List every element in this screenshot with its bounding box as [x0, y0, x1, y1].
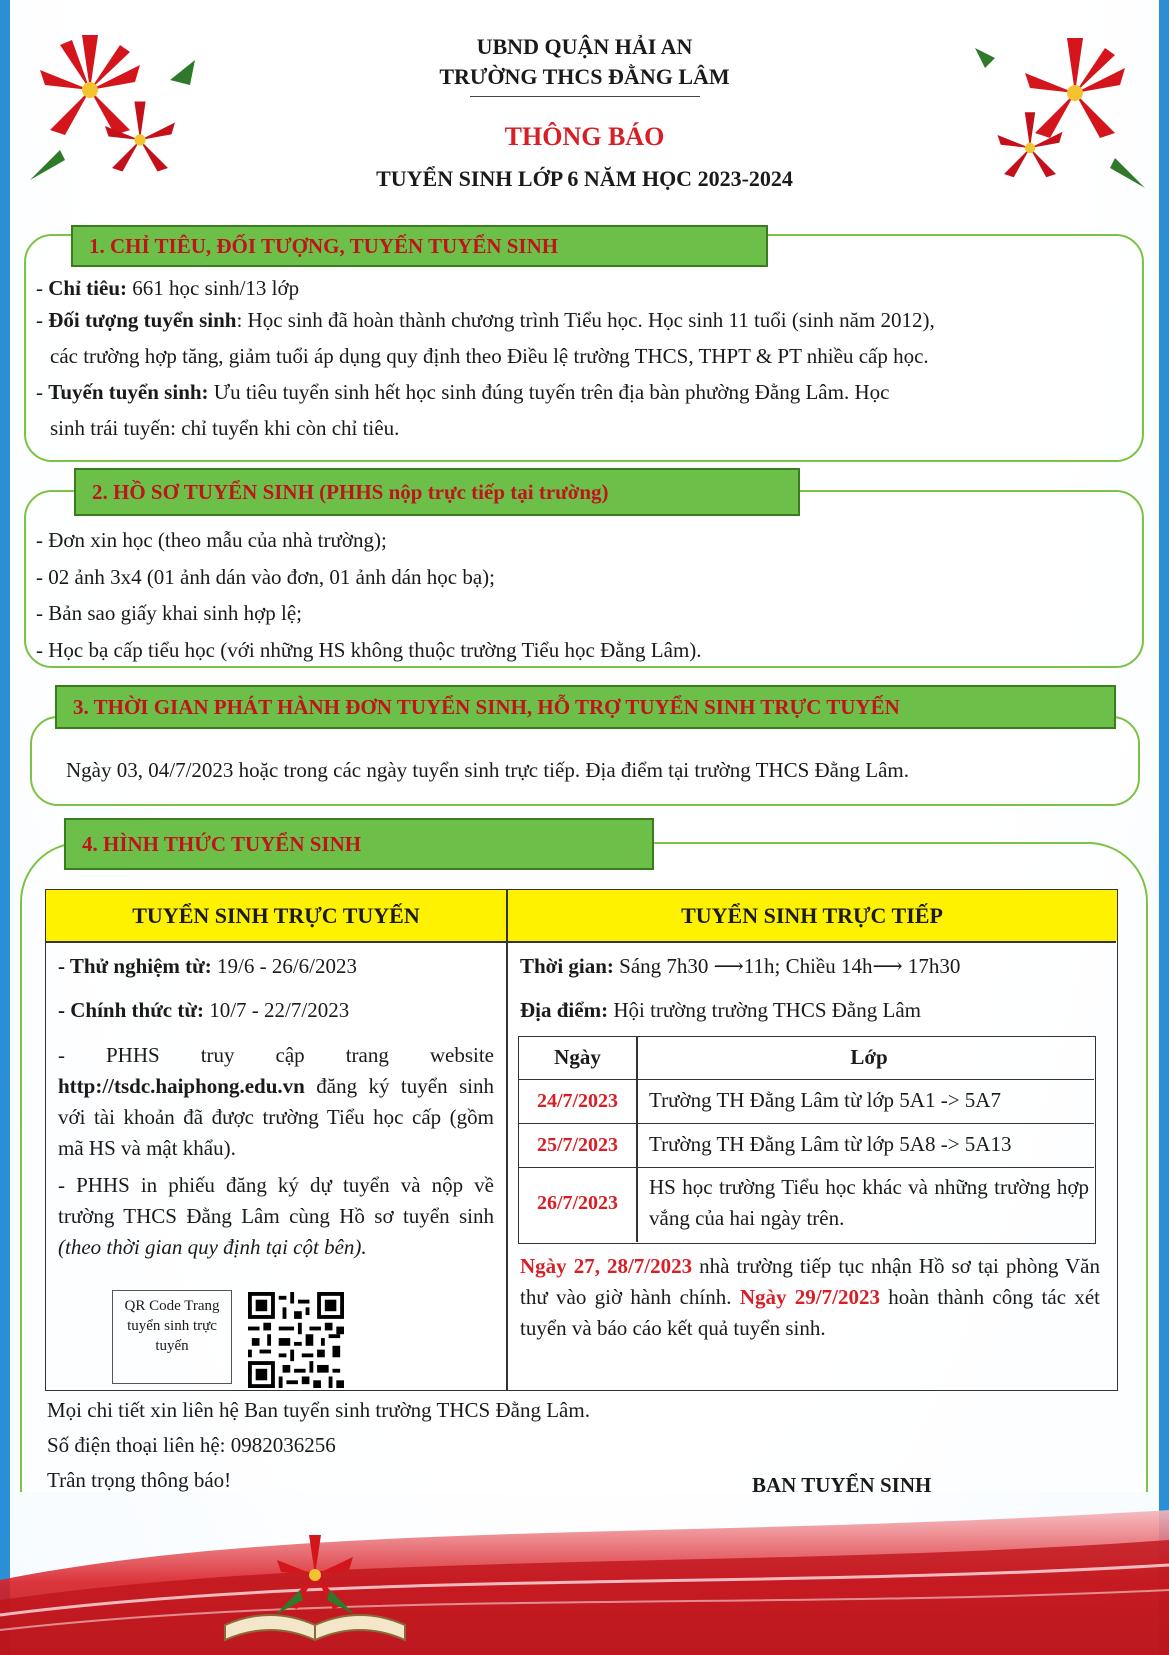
- note-text-1: nhà trường tiếp tục nhận Hồ sơ tại phòng Văn thư vào giờ hành chính.: [520, 1254, 1101, 1309]
- section3-heading: 3. THỜI GIAN PHÁT HÀNH ĐƠN TUYỂN SINH, HỖ TRỢ TUYỂN SINH TRỰC TUYẾN: [55, 685, 1116, 729]
- chi-tieu-value: 661 học sinh/13 lớp: [127, 276, 300, 300]
- p1-prefix: - PHHS truy cập trang website: [58, 1043, 494, 1067]
- schedule-table: [518, 1036, 1096, 1244]
- time-value: Sáng 7h30 ⟶11h; Chiều 14h⟶ 17h30: [613, 954, 961, 978]
- header-divider: [470, 96, 700, 97]
- chi-tieu-line: - Chỉ tiêu: 661 học sinh/13 lớp: [36, 276, 300, 300]
- time-label: Thời gian:: [520, 954, 614, 978]
- schedule-row: [519, 1123, 1094, 1168]
- open-book-icon: [215, 1520, 415, 1650]
- p2-italic: (theo thời gian quy định tại cột bên).: [58, 1235, 367, 1259]
- row-date: 25/7/2023: [536, 1134, 619, 1156]
- column-divider: [506, 890, 508, 1390]
- doc-item-3: - Bản sao giấy khai sinh hợp lệ;: [36, 601, 302, 625]
- phone-line: Số điện thoại liên hệ: 0982036256: [47, 1433, 336, 1457]
- page-subtitle: TUYỂN SINH LỚP 6 NĂM HỌC 2023-2024: [376, 166, 793, 191]
- doi-tuong-line-2: các trường hợp tăng, giảm tuổi áp dụng quy định theo Điều lệ trường THCS, THPT & PT nhiều cấp học.: [50, 344, 929, 368]
- signature: BAN TUYỂN SINH: [752, 1473, 932, 1497]
- direct-header: TUYỂN SINH TRỰC TIẾP: [507, 890, 1117, 941]
- trial-label: - Thử nghiệm từ:: [58, 954, 212, 978]
- online-paragraph-2: [58, 1170, 494, 1263]
- row-class: Trường TH Đằng Lâm từ lớp 5A1 -> 5A7: [649, 1088, 1001, 1112]
- official-label: - Chính thức từ:: [58, 998, 204, 1022]
- tuyen-line: - Tuyến tuyển sinh: Ưu tiêu tuyển sinh hết học sinh đúng tuyến trên địa bàn phường Đằng Lâm. Học: [36, 380, 890, 404]
- row-class: HS học trường Tiểu học khác và những trường hợp vắng của hai ngày trên.: [649, 1175, 1089, 1230]
- chi-tieu-label: Chỉ tiêu:: [48, 276, 127, 300]
- tuyen-value: Ưu tiêu tuyển sinh hết học sinh đúng tuyến trên địa bàn phường Đằng Lâm. Học: [208, 380, 890, 404]
- page-title: THÔNG BÁO: [504, 122, 665, 151]
- qr-label: QR Code Trang tuyển sinh trực tuyến: [112, 1290, 232, 1384]
- time-line: [520, 954, 960, 979]
- doc-item-1: - Đơn xin học (theo mẫu của nhà trường);: [36, 528, 387, 552]
- section1-heading: 1. CHỈ TIÊU, ĐỐI TƯỢNG, TUYẾN TUYỂN SINH: [71, 225, 768, 267]
- place-value: Hội trường trường THCS Đằng Lâm: [608, 998, 921, 1022]
- online-paragraph-1: [58, 1040, 494, 1164]
- row-date: 24/7/2023: [536, 1090, 619, 1112]
- trial-line: [58, 954, 357, 979]
- row-date: 26/7/2023: [536, 1192, 619, 1214]
- section3-text: Ngày 03, 04/7/2023 hoặc trong các ngày tuyển sinh trực tiếp. Địa điểm tại trường THCS Đằng Lâm.: [66, 758, 909, 782]
- org-line-2: TRƯỜNG THCS ĐẰNG LÂM: [439, 64, 730, 89]
- note-date-1: Ngày 27, 28/7/2023: [520, 1254, 693, 1278]
- header-divider-row: [46, 941, 1116, 943]
- website-link[interactable]: http://tsdc.haiphong.edu.vn: [58, 1074, 305, 1098]
- section2-heading: 2. HỒ SƠ TUYỂN SINH (PHHS nộp trực tiếp tại trường): [74, 468, 800, 516]
- qr-code-icon[interactable]: [248, 1292, 344, 1388]
- official-value: 10/7 - 22/7/2023: [203, 998, 350, 1022]
- doi-tuong-line: - Đối tượng tuyển sinh: Học sinh đã hoàn thành chương trình Tiểu học. Học sinh 11 tuổi (sinh năm 2012),: [36, 308, 935, 332]
- online-header: TUYỂN SINH TRỰC TUYẾN: [46, 890, 506, 941]
- direct-note: [520, 1251, 1100, 1344]
- tuyen-label: Tuyến tuyển sinh:: [48, 380, 209, 404]
- row-class: Trường TH Đằng Lâm từ lớp 5A8 -> 5A13: [649, 1132, 1012, 1156]
- section4-heading: 4. HÌNH THỨC TUYỂN SINH: [64, 818, 654, 870]
- place-label: Địa điểm:: [520, 998, 609, 1022]
- doc-item-4: - Học bạ cấp tiểu học (với những HS không thuộc trường Tiểu học Đằng Lâm).: [36, 638, 702, 662]
- doi-tuong-value: : Học sinh đã hoàn thành chương trình Tiểu học. Học sinh 11 tuổi (sinh năm 2012),: [236, 308, 935, 332]
- schedule-row: [519, 1167, 1094, 1244]
- p1-rest: đăng ký tuyển sinh với tài khoản đã được trường Tiểu học cấp (gồm mã HS và mật khẩu).: [58, 1074, 494, 1160]
- note-text-2: hoàn thành công tác xét tuyển và báo cáo kết quả tuyển sinh.: [520, 1285, 1100, 1340]
- closing-line: Trân trọng thông báo!: [47, 1468, 232, 1492]
- org-line-1: UBND QUẬN HẢI AN: [476, 34, 693, 59]
- trial-value: 19/6 - 26/6/2023: [211, 954, 357, 978]
- admission-table: [45, 889, 1118, 1391]
- footer-decoration: [0, 1480, 1169, 1655]
- contact-line: Mọi chi tiết xin liên hệ Ban tuyển sinh trường THCS Đằng Lâm.: [47, 1398, 590, 1422]
- col-class-header: Lớp: [850, 1045, 888, 1069]
- schedule-row: [519, 1079, 1094, 1124]
- official-line: [58, 998, 349, 1023]
- doi-tuong-label: Đối tượng tuyển sinh: [48, 308, 237, 332]
- doc-item-2: - 02 ảnh 3x4 (01 ảnh dán vào đơn, 01 ảnh dán học bạ);: [36, 565, 495, 589]
- place-line: [520, 998, 921, 1023]
- tuyen-line-2: sinh trái tuyến: chỉ tuyển khi còn chỉ tiêu.: [50, 416, 400, 440]
- note-date-2: Ngày 29/7/2023: [739, 1285, 880, 1309]
- col-date-header: Ngày: [554, 1045, 601, 1069]
- p2-text: - PHHS in phiếu đăng ký dự tuyển và nộp về trường THCS Đằng Lâm cùng Hồ sơ tuyển sinh: [58, 1173, 494, 1228]
